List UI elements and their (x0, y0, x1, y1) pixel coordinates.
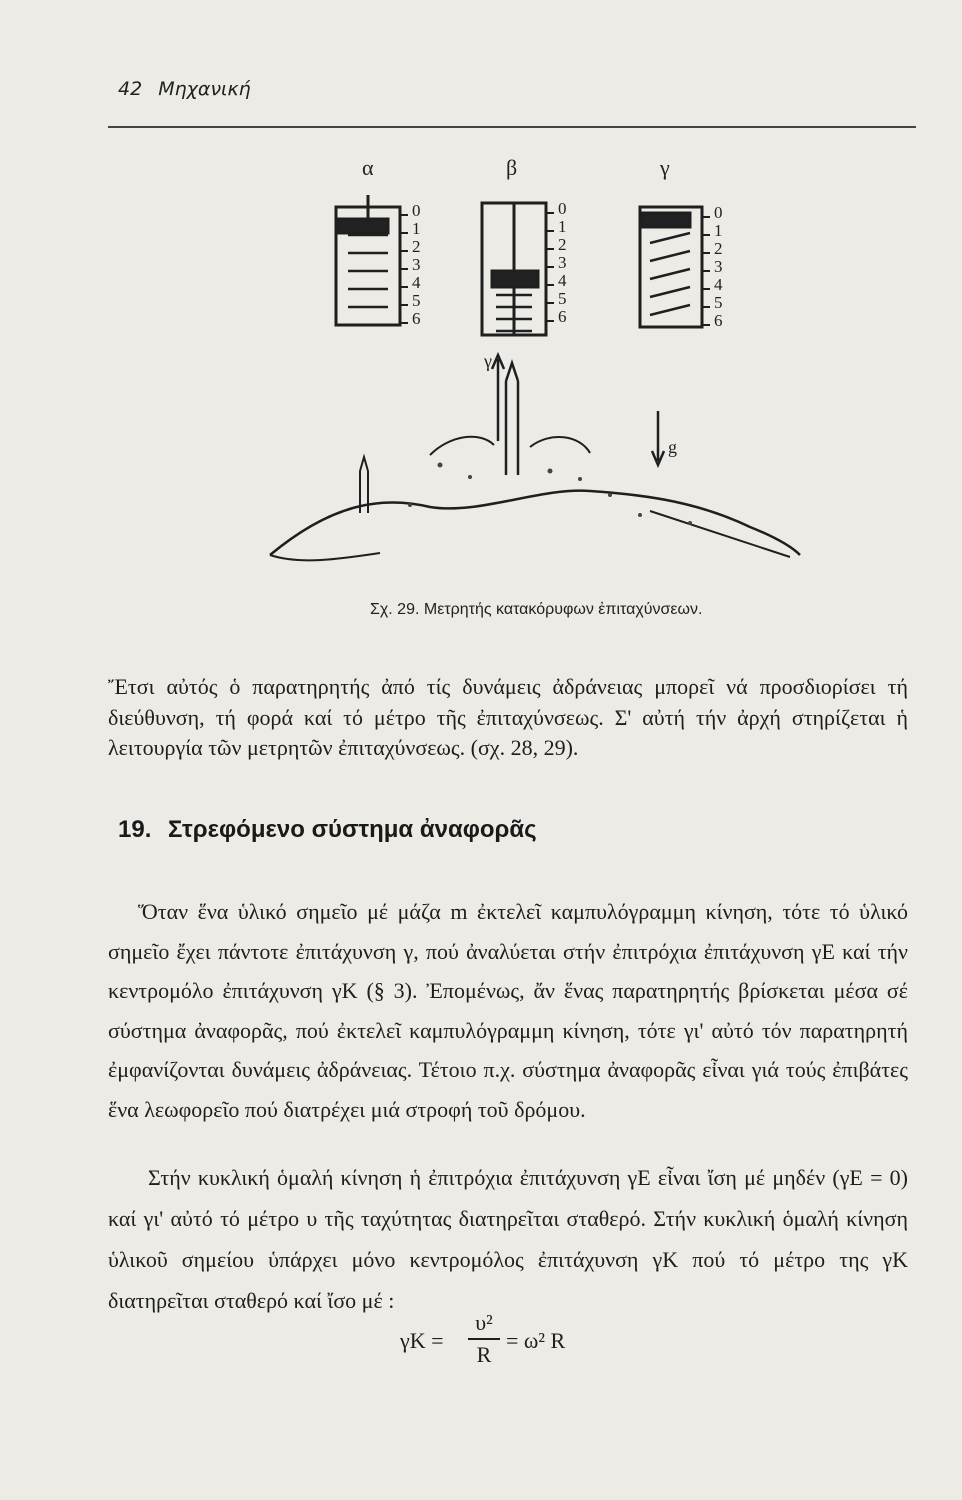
scale-a-6: 6 (412, 309, 421, 328)
scale-c-4: 4 (714, 275, 723, 294)
device-alpha-mass (338, 219, 388, 233)
fraction-bar (468, 1338, 500, 1340)
section-number: 19. (118, 816, 152, 843)
figure-29 (230, 135, 820, 605)
formula-lhs: γΚ = (400, 1328, 444, 1353)
scale-a-3: 3 (412, 255, 421, 274)
page-number: 42 (118, 78, 143, 100)
scale-b-5: 5 (558, 289, 567, 308)
section-title-text: Στρεφόμενο σύστημα ἀναφορᾶς (168, 816, 537, 843)
header-rule (108, 126, 916, 128)
scale-b-6: 6 (558, 307, 567, 326)
device-gamma-mass (642, 213, 690, 227)
scale-a-5: 5 (412, 291, 421, 310)
section-title: Μηχανική (158, 78, 251, 100)
arrow-label-gamma: γ (484, 351, 492, 371)
formula-rhs: = ω² R (506, 1328, 566, 1353)
scale-b-1: 1 (558, 217, 567, 236)
paragraph-rotating-frame: Ὅταν ἕνα ὑλικό σημεῖο μέ μάζα m ἐκτελεῖ καμπυλόγραμμη κίνηση, τότε τό ὑλικό σημεῖο ἔχει πάντοτε ἐπιτάχυνση γ, πού ἀναλύεται στήν ἐπιτρόχια ἐπιτάχυνση γΕ καί τήν κεντρομόλο ἐπιτάχυνση γΚ (§ 3). Ἐπομένως, ἄν ἕνας παρατηρητής βρίσκεται μέσα σέ σύστημα ἀναφορᾶς, πού ἐκτελεῖ καμπυλόγραμμη κίνηση, τότε γι' αὐτό τόν παρατηρητή ἐμφανίζονται δυνάμεις ἀδράνειας. Τέτοιο π.χ. σύστημα ἀναφορᾶς εἶναι γιά τούς ἐπιβάτες ἕνα λεωφορεῖο πού διατρέχει μιά στροφή τοῦ δρόμου. (108, 899, 908, 1122)
scale-a-2: 2 (412, 237, 421, 256)
scale-b-3: 3 (558, 253, 567, 272)
accelerometer-illustration (230, 135, 820, 605)
scale-a-4: 4 (412, 273, 421, 292)
intro-paragraph: Ἔτσι αὐτός ὁ παρατηρητής ἀπό τίς δυνάμεις ἀδράνειας μπορεῖ νά προσδιορίσει τή διεύθυνση, τή φορά καί τό μέτρο τῆς ἐπιταχύνσεως. Σ' αὐτή τήν ἀρχή στηρίζεται ἡ λειτουργία τῶν μετρητῶν ἐπιταχύνσεως. (σχ. 28, 29). (108, 674, 908, 760)
scale-b-0: 0 (558, 199, 567, 218)
arrow-label-g: g (668, 437, 677, 457)
paragraph-circular-motion: Στήν κυκλική ὁμαλή κίνηση ἡ ἐπιτρόχια ἐπιτάχυνση γΕ εἶναι ἴση μέ μηδέν (γΕ = 0) καί γι' αὐτό τό μέτρο υ τῆς ταχύτητας διατηρεῖται σταθερό. Στήν κυκλική ὁμαλή κίνηση ὑλικοῦ σημείου ὑπάρχει μόνο κεντρομόλος ἐπιτάχυνση γΚ πού τό μέτρο της γΚ διατηρεῖται σταθερό καί ἴσο μέ : (108, 1165, 908, 1313)
scale-c-0: 0 (714, 203, 723, 222)
scale-b-4: 4 (558, 271, 567, 290)
label-gamma: γ (660, 155, 670, 180)
scale-c-6: 6 (714, 311, 723, 330)
centripetal-formula (400, 1308, 660, 1368)
formula-fraction (468, 1310, 500, 1368)
figure-caption: Σχ. 29. Μετρητής κατακόρυφων ἐπιταχύνσεων. (370, 601, 703, 618)
formula-denominator: R (476, 1342, 492, 1367)
scale-a-1: 1 (412, 219, 421, 238)
scale-c-3: 3 (714, 257, 723, 276)
up-arrow (492, 355, 504, 441)
running-head (118, 78, 251, 100)
label-alpha: α (362, 155, 374, 180)
scale-c-5: 5 (714, 293, 723, 312)
scale-b-2: 2 (558, 235, 567, 254)
scale-c-1: 1 (714, 221, 723, 240)
scale-c-2: 2 (714, 239, 723, 258)
section-heading (118, 816, 537, 844)
formula-numerator: υ² (475, 1310, 493, 1335)
device-beta-mass (492, 271, 538, 287)
label-beta: β (506, 155, 518, 180)
down-arrow (652, 411, 664, 465)
scale-a-0: 0 (412, 201, 421, 220)
